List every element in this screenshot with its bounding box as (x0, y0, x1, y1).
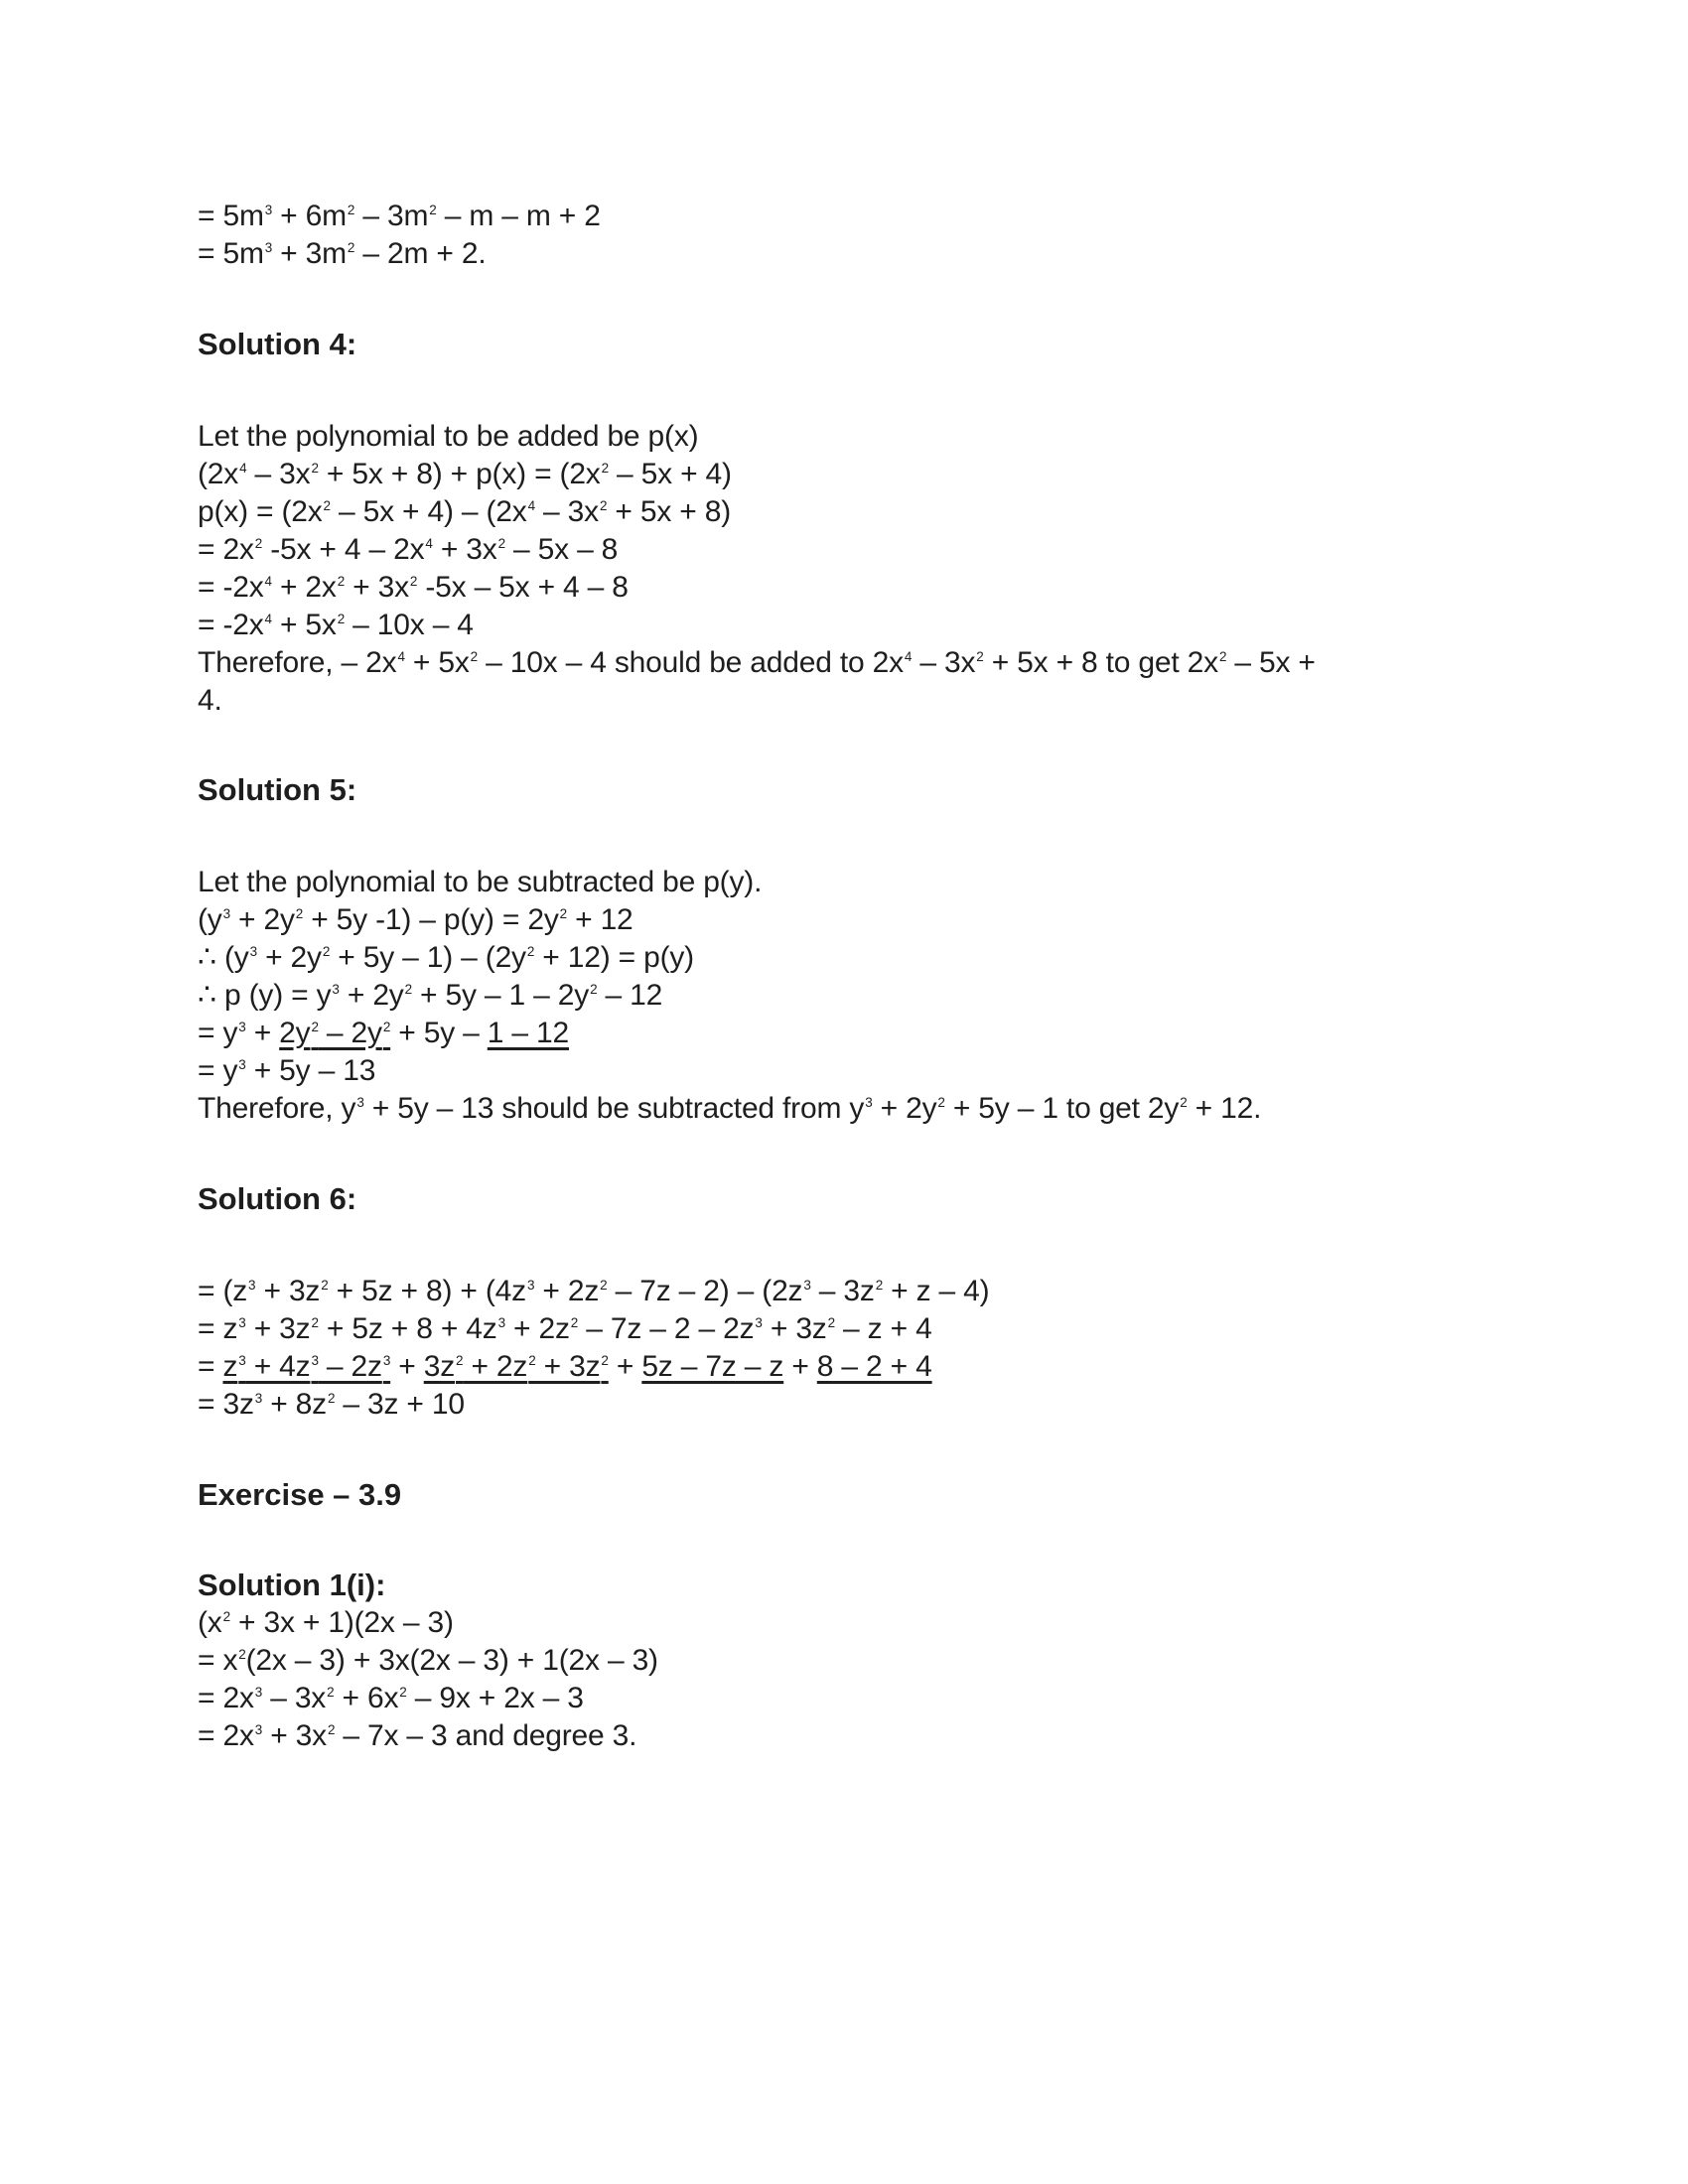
equation-line: = $2x^3 - 3x^2 + 6x^2 - 9x + 2x - 3$ (198, 1682, 584, 1714)
underlined-group: $z^3 + 4z^3 - 2z^3$ (222, 1350, 391, 1383)
equation-line: = $3z^3 + 8z^2 - 3z + 10$ (198, 1388, 465, 1421)
equation-line: = $-2x^4 + 5x^2 - 10x - 4$ (198, 609, 474, 641)
equation-line: = $2x^2$ $-5x + 4 - 2x^4 + 3x^2 - 5x - 8$ (198, 533, 619, 566)
equation-line: $p(x) = (2x^2 - 5x + 4) - (2x^4 - 3x^2 + 5x + 8)$ (198, 495, 731, 528)
text-line: Let the polynomial to be added be p(x) (198, 420, 699, 453)
exercise-heading: Exercise – 3.9 (198, 1477, 402, 1512)
underlined-group: 8 – 2 + 4 (816, 1350, 932, 1383)
text-line: Let the polynomial to be subtracted be p(y). (198, 866, 763, 898)
equation-line: = $5m^3 + 6m^2 - 3m^2 - m - m + 2$ (198, 200, 601, 232)
equation-line: $(2x^4 - 3x^2 + 5x + 8) + p(x) = (2x^2 - 5x + 4)$ (198, 458, 732, 490)
equation-line: ∴ $(y^3 + 2y^2 + 5y - 1) - (2y^2 + 12) = p(y)$ (198, 941, 694, 974)
solution-4-heading: Solution 4: (198, 327, 357, 361)
equation-line: = $z^3 + 3z^2 + 5z + 8 + 4z^3 + 2z^2 - 7z - 2 - 2z^3 + 3z^2 - z + 4$ (198, 1312, 932, 1345)
equation-line: ∴ p $(y) = y^3 + 2y^2 + 5y - 1 - 2y^2 - 12$ (198, 979, 663, 1012)
conclusion-line: Therefore, $y^3 + 5y - 13$ should be subtracted from $y^3 + 2y^2 + 5y - 1$ to get $2y^2 + 12$. (198, 1092, 1262, 1125)
equation-line: = $y^3 + 5y - 13$ (198, 1054, 376, 1087)
solution-6-heading: Solution 6: (198, 1181, 357, 1216)
equation-line: $(x^2 + 3x + 1)(2x - 3)$ (198, 1606, 454, 1639)
equation-line: = $(z^3 + 3z^2 + 5z + 8) + (4z^3 + 2z^2 - 7z - 2) - (2z^3 - 3z^2 + z - 4)$ (198, 1275, 990, 1307)
solution-1i-heading: Solution 1(i): (198, 1568, 386, 1602)
equation-line: ($y^3 + 2y^2 + 5y$ $-1) - p(y) = 2y^2 + 12$ (198, 903, 633, 936)
solution-5-heading: Solution 5: (198, 772, 357, 807)
equation-line: = $z^3 + 4z^3 - 2z^3 + 3z^2 + 2z^2 + 3z^2 + 5z - 7z - z + 8 - 2 + 4$ (198, 1350, 932, 1383)
equation-line: = $y^3 + 2y^2 - 2y^2 + 5y - 1 - 12$ (198, 1017, 569, 1049)
underlined-group: $3z^2 + 2z^2 + 3z^2$ (423, 1350, 609, 1383)
equation-line: = $2x^3 + 3x^2 - 7x - 3$ and degree 3. (198, 1719, 637, 1752)
conclusion-line: Therefore, – $2x^4 + 5x^2 - 10x - 4$ should be added to $2x^4 - 3x^2 + 5x + 8$ to get $2x^2 - 5x$ + (198, 646, 1316, 679)
equation-line: = $5m^3 + 3m^2 - 2m + 2$. (198, 237, 487, 270)
equation-line: = $x^2(2x - 3) + 3x(2x - 3) + 1(2x - 3)$ (198, 1644, 658, 1677)
conclusion-line: 4. (198, 684, 222, 717)
equation-line: = $-2x^4 + 2x^2 + 3x^2$ -5x – 5x + 4 – 8 (198, 571, 629, 604)
underlined-group: 1 – 12 (487, 1017, 569, 1049)
underlined-group: 5z – 7z – z (641, 1350, 784, 1383)
underlined-group: $2y^2 - 2y^2$ (279, 1017, 391, 1049)
